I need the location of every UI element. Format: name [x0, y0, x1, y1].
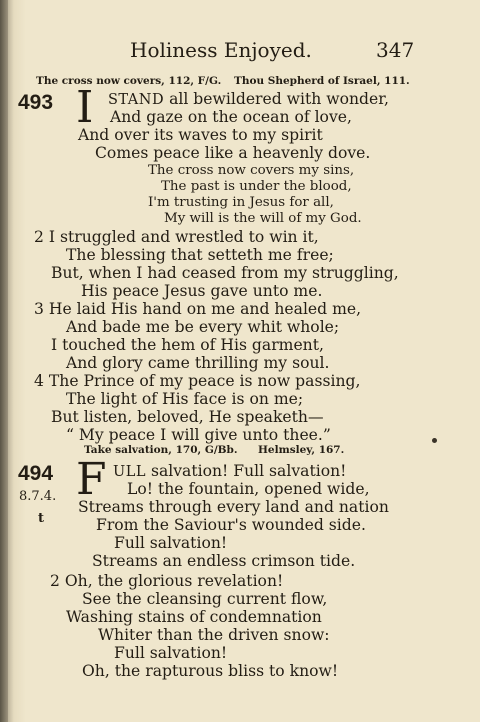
hymn-493-line-2: And gaze on the ocean of love, [110, 108, 352, 126]
hymn-494-line-1-rest: salvation! Full salvation! [150, 462, 347, 480]
hymn-494-line-2: Lo! the fountain, opened wide, [127, 480, 370, 498]
hymn-494-line-3: Streams through every land and nation [78, 498, 389, 516]
hymn-493-verse-4-line-4: “ My peace I will give unto thee.” [66, 426, 331, 444]
hymn-493-verse-3-line-3: I touched the hem of His garment, [51, 336, 324, 354]
hymn-493-chorus-line-3: I'm trusting in Jesus for all, [148, 195, 334, 210]
page-number: 347 [376, 38, 415, 62]
hymn-494-line-4: From the Saviour's wounded side. [96, 516, 366, 534]
hymn-494-meter: 8.7.4. [19, 489, 57, 504]
hymn-494-tune-left: Take salvation, 170, G/Bb. [84, 444, 238, 456]
ink-spot [432, 438, 437, 443]
hymn-493-drop-cap: I [76, 82, 94, 133]
running-title: Holiness Enjoyed. [130, 38, 312, 62]
hymn-493-verse-4-line-1: 4 The Prince of my peace is now passing, [34, 372, 361, 390]
hymn-493-chorus-line-4: My will is the will of my God. [164, 211, 362, 226]
hymn-494-verse-2-line-2: See the cleansing current flow, [82, 590, 328, 608]
hymn-493-tune-left: The cross now covers, 112, F/G. [36, 75, 222, 87]
hymn-493-line-3: And over its waves to my spirit [78, 126, 323, 144]
hymn-494-verse-2-line-3: Washing stains of condemnation [66, 608, 322, 626]
hymn-494-number: 494 [18, 462, 54, 485]
hymn-493-chorus-line-1: The cross now covers my sins, [148, 163, 355, 178]
hymn-493-line-1-rest: all bewildered with wonder, [169, 90, 389, 108]
hymn-494-mark: t [38, 511, 45, 526]
hymn-493-verse-3-line-1: 3 He laid His hand on me and healed me, [34, 300, 362, 318]
hymn-494-drop-cap: F [76, 454, 107, 505]
hymn-493-verse-2-line-4: His peace Jesus gave unto me. [81, 282, 323, 300]
hymn-493-verse-3-line-4: And glory came thrilling my soul. [66, 354, 330, 372]
hymn-493-verse-3-line-2: And bade me be every whit whole; [66, 318, 340, 336]
hymn-494-line-1-caps: ULL [113, 464, 146, 480]
hymn-493-line-1 [108, 92, 389, 108]
hymn-493-chorus-line-2: The past is under the blood, [161, 179, 352, 194]
book-spine-shadow [0, 0, 8, 722]
hymn-493-verse-2-line-1: 2 I struggled and wrestled to win it, [34, 228, 319, 246]
hymn-493-tune-right: Thou Shepherd of Israel, 111. [234, 75, 410, 87]
hymn-493-line-1-caps: STAND [108, 92, 165, 108]
hymn-493-verse-2-line-2: The blessing that setteth me free; [66, 246, 334, 264]
hymn-494-verse-2-line-1: 2 Oh, the glorious revelation! [50, 572, 284, 590]
hymn-494-verse-2-line-5: Full salvation! [114, 644, 228, 662]
hymn-494-line-5: Full salvation! [114, 534, 228, 552]
hymn-494-verse-2-line-4: Whiter than the driven snow: [98, 626, 330, 644]
hymn-493-verse-2-line-3: But, when I had ceased from my struggling, [51, 264, 399, 282]
hymn-494-line-6: Streams an endless crimson tide. [92, 552, 356, 570]
hymn-493-line-4: Comes peace like a heavenly dove. [95, 144, 371, 162]
hymn-494-verse-2-line-6: Oh, the rapturous bliss to know! [82, 662, 339, 680]
hymn-494-line-1 [113, 464, 346, 480]
hymn-493-number: 493 [18, 91, 54, 114]
hymn-493-verse-4-line-2: The light of His face is on me; [66, 390, 304, 408]
hymn-493-verse-4-line-3: But listen, beloved, He speaketh— [51, 408, 324, 426]
hymn-494-tune-right: Helmsley, 167. [258, 444, 345, 456]
